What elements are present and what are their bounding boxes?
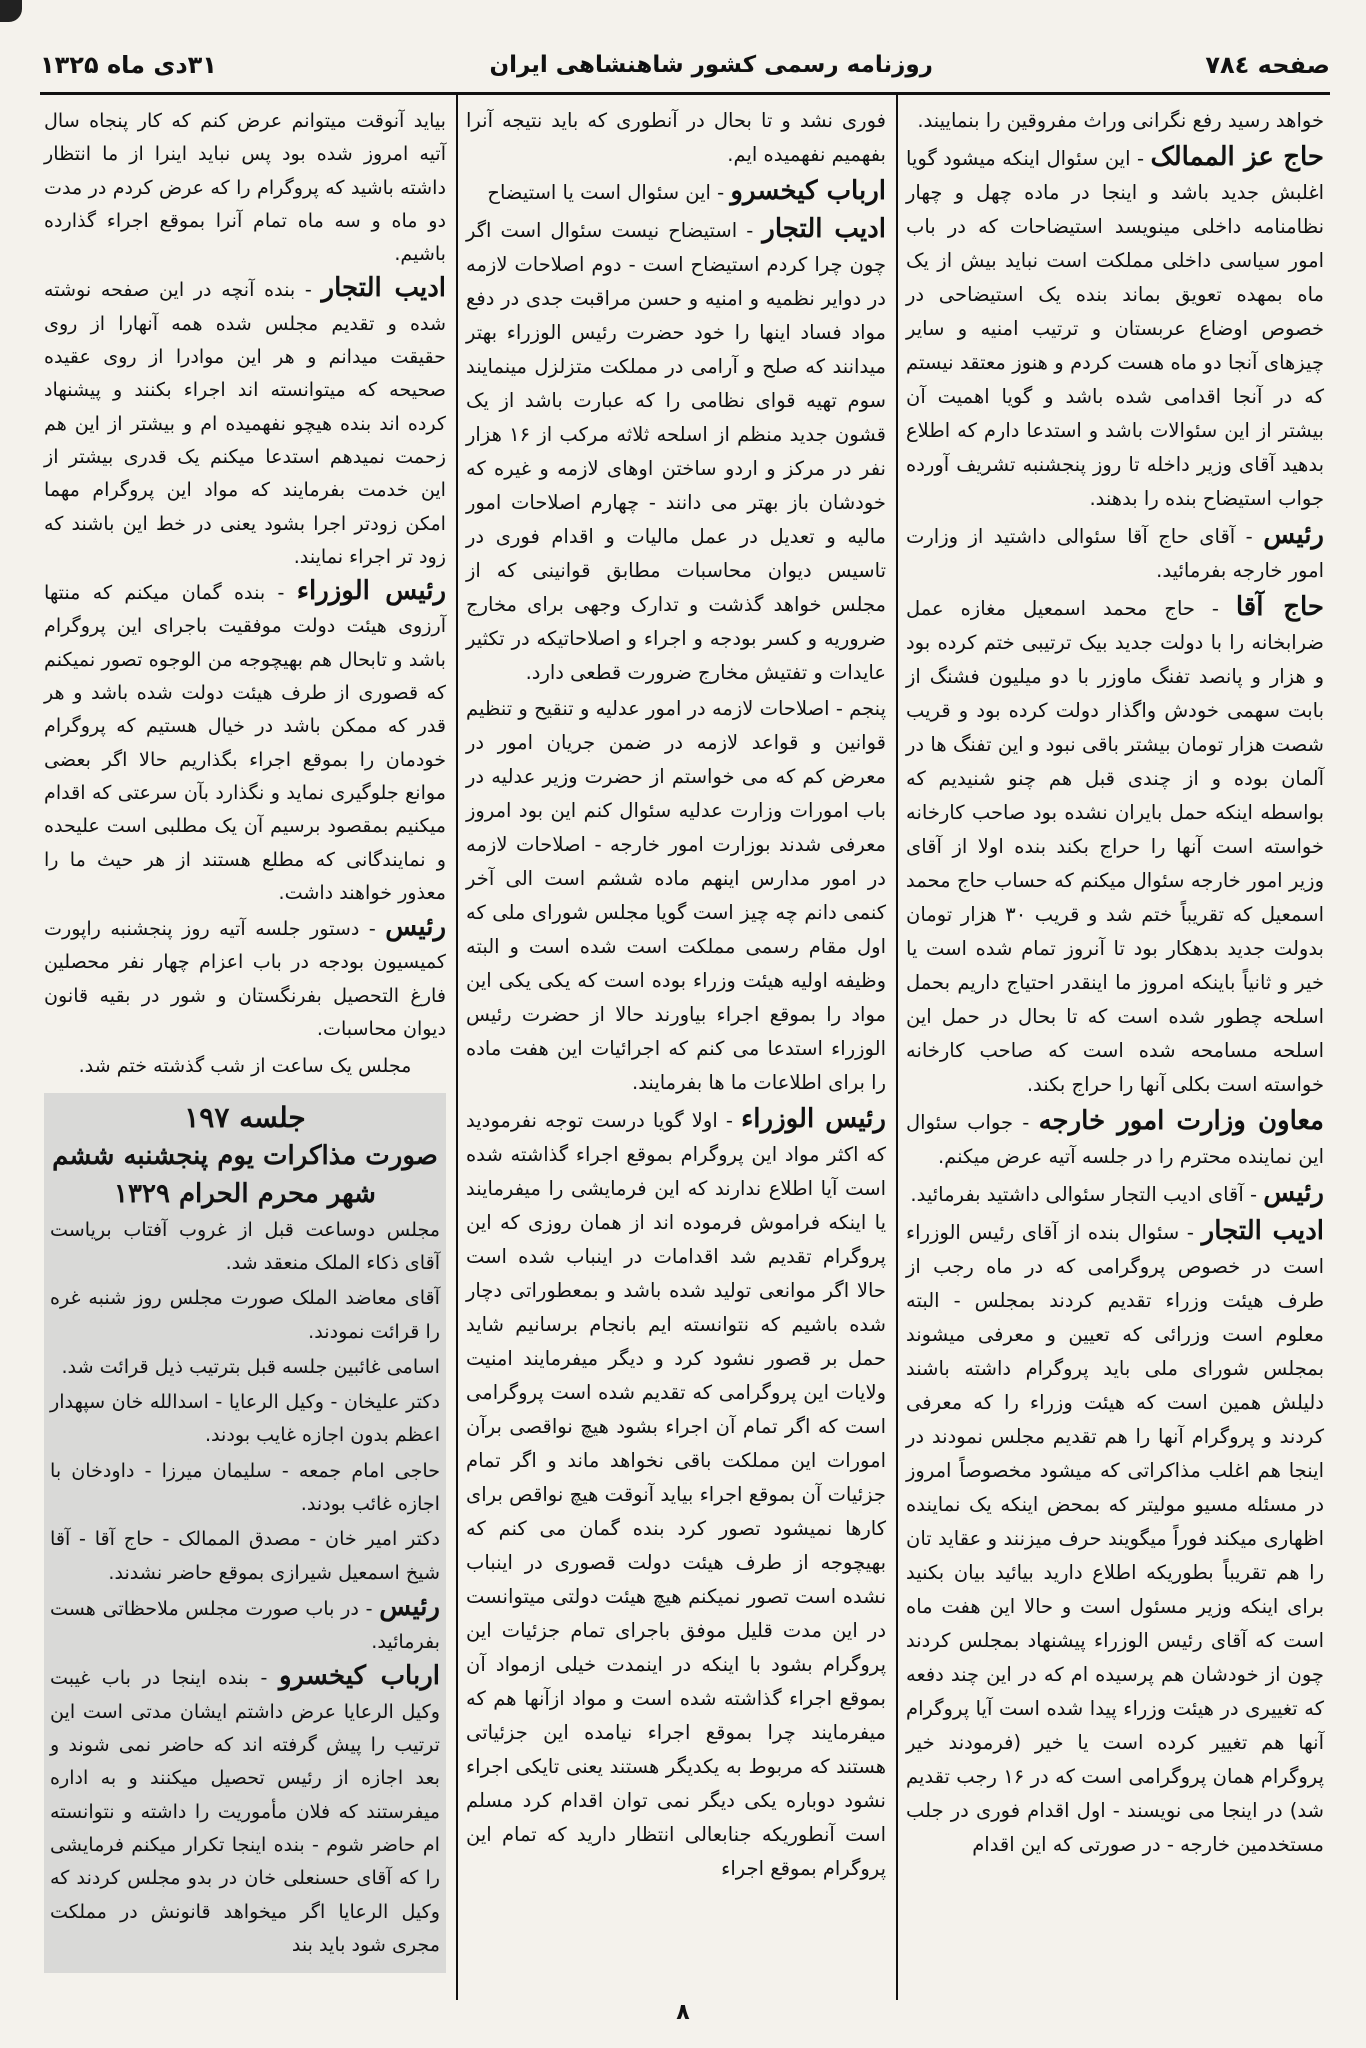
- speaker-name: حاج آقا: [1235, 592, 1324, 622]
- paragraph-text: فوری نشد و تا بحال در آنطوری که باید نتیجه آنرا بفهمیم نفهمیده ایم.: [466, 109, 886, 166]
- paragraph-text: - جواب سئوال این نماینده محترم را در جلسه آتیه عرض میکنم.: [906, 1111, 1324, 1168]
- session-title: جلسه ۱۹۷: [184, 1100, 306, 1134]
- paragraph-text: - بنده گمان میکنم که منتها آرزوی هیئت دولت موفقیت باجرای این پروگرام باشد و تابحال هم بهیچوجه من الوجوه تصور نمیکنم که قصوری از طرف هیئت دولت شده باشد و هر قدر که ممکن باشد در خیال هستیم که پروگرام خودمان را بموقع اجراء بگذاریم حالا اگر بعضی موانع جلوگیری نماید و نگذارد بآن سرعتی که اقدام میکنیم بمقصود برسیم آن یک مطلبی است علیحده و نمایندگانی که مطلع هستند از هر حیث ما را معذور خواهند داشت.: [44, 581, 446, 904]
- column-middle: [466, 104, 886, 1888]
- paragraph: [44, 911, 446, 1045]
- paragraph: [466, 174, 886, 210]
- paragraph-text: آقای معاضد الملک صورت مجلس روز شنبه غره را قرائت نمودند.: [50, 1286, 440, 1343]
- paragraph-text: بیاید آنوقت میتوانم عرض کنم که کار پنجاه سال آتیه امروز شده بود پس نباید اینرا از ما انتظار داشته باشید که پروگرام را که عرض کردم در مدت دو ماه و سه ماه تمام آنرا بموقع اجراء گذارده باشیم.: [44, 109, 446, 266]
- paragraph: [466, 1102, 886, 1886]
- paragraph-text: دکتر علیخان - وکیل الرعایا - اسدالله خان سپهدار اعظم بدون اجازه غایب بودند.: [50, 1390, 440, 1447]
- session-subtitle-date: شهر محرم الحرام ۱۳۲۹: [114, 1178, 376, 1209]
- speaker-name: رئیس الوزراء: [296, 576, 446, 607]
- speaker-name: ادیب التجار: [1201, 1216, 1325, 1246]
- paragraph: [50, 1350, 440, 1383]
- paragraph-text: خواهد رسید رفع نگرانی وراث مفروقین را بنماییند.: [917, 109, 1324, 132]
- header-rule: [40, 92, 1330, 95]
- page-label: صفحه ٧٨٤: [1205, 51, 1330, 79]
- paragraph-text: - بنده اینجا در باب غیبت وکیل الرعایا عرض داشتم ایشان مدتی است این ترتیب را پیش گرفته اند که حاضر نمی شوند و بعد اجازه از رئیس تحصیل میکنند و به اداره میفرستند که فلان مأموریت را داشته و نتوانسته ام حاضر شوم - بنده اینجا تکرار میکنم فرمایشی را که آقای حسنعلی خان در بدو مجلس کردند که وکیل الرعایا اگر میخواهد قانونش در مملکت مجری شود باید بند: [50, 1666, 440, 1956]
- speaker-name: رئیس: [1263, 1178, 1324, 1208]
- paragraph: [906, 518, 1324, 588]
- column-left: [44, 104, 446, 1973]
- paragraph-text: - آقای ادیب التجار سئوالی داشتید بفرمائید.: [910, 1183, 1257, 1206]
- page-header: [40, 42, 1330, 88]
- paragraph-text: - این سئوال اینکه میشود گویا اغلبش جدید باشد و اینجا در ماده چهل و چهار نظامنامه داخلی مینویسد استیضاحات که در باب امور سیاسی داخلی مملکت است نباید بیش از یک ماه بمهده تعویق بماند بنده یک استیضاحی در خصوص اوضاع عربستان و ترتیب امنیه و سایر چیزهای آنجا دو ماه هست کردم و هنوز معتقد نیستم که در آنجا اقدامی شده باشد و گویا اهمیت آن بیشتر از این سئوالات باشد و استدعا دارم که اطلاع بدهید آقای وزیر داخله تا روز پنجشنبه تشریف آورده جواب استیضاح بنده را بدهند.: [906, 147, 1324, 510]
- speaker-name: حاج عز الممالک: [1150, 142, 1325, 172]
- speaker-name: ارباب کیخسرو: [730, 176, 886, 206]
- paragraph: [466, 104, 886, 172]
- paragraph-text: - اولا گویا درست توجه نفرمودید که اکثر مواد این پروگرام بموقع اجراء گذاشته شده است آیا اطلاع ندارند که این فرمایشی را میفرمایند یا اینکه فراموش فرموده اند از همان روزی که این پروگرام تقدیم شد اقدامات در اینباب شده است حالا اگر موانعی تولید شده باشد و بمعطوراتی دچار شده باشیم که نتوانسته ایم بانجام برسانیم شاید حمل بر قصور نشود کرد و دیگر میفرمایند امنیت ولایات این پروگرامی که تقدیم شده است پروگرامی است که اگر تمام آن اجراء بشود هیچ نواقصی برآن امورات این مملکت باقی نخواهد ماند و اگر تمام جزئیات آن بموقع اجراء بیاید آنوقت هیچ نواقص برای کارها نمیشود تصور کرد بنده گمان می کنم که بهیچوجه از طرف هیئت دولت قصوری در اینباب نشده است تصور نمیکنم هیچ هیئت دولتی میتوانست در این مدت قلیل موفق باجرای تمام جزئیات این پروگرام بشود با اینکه در اینمدت خیلی ازمواد آن بموقع اجراء گذاشته شده است و مواد ازآنها هم که میفرمایند چرا بموقع اجراء نیامده این جزئیاتی هستند که مربوط به یکدیگر هستند یعنی تایکی اجراء نشود دوباره یکی دیگر نمی توان اقدام کرد مسلم است آنطوریکه جنابعالی انتظار دارید که تمام این پروگرام بموقع اجراء: [466, 1109, 886, 1880]
- session-subtitle: صورت مذاکرات یوم پنجشنبه ششم: [52, 1140, 438, 1171]
- session-box-body: [50, 1213, 440, 1962]
- session-box: [44, 1093, 446, 1974]
- paragraph-text: حاجی امام جمعه - سلیمان میرزا - داودخان با اجازه غائب بودند.: [50, 1458, 440, 1515]
- column-right: [906, 104, 1324, 1864]
- speaker-name: رئیس: [1263, 520, 1324, 550]
- session-end-note: مجلس یک ساعت از شب گذشته ختم شد.: [78, 1054, 412, 1078]
- speaker-name: ادیب التجار: [321, 273, 447, 304]
- paragraph: [906, 590, 1324, 1102]
- paragraph-text: - سئوال بنده از آقای رئیس الوزراء است در خصوص پروگرامی که در ماه رجب از طرف هیئت وزراء تقدیم کردند بمجلس - البته معلوم است وزرائی که تعیین و معرفی میشوند بمجلس شورای ملی باید پروگرام داشته باشند دلیلش همین است که هیئت وزراء را که معرفی کردند و پروگرام آنها را هم تقدیم مجلس نمودند در اینجا هم اغلب مذاکراتی که میشود مخصوصاً امروز در مسئله مسیو مولیتر که بمحض اینکه یک نماینده اظهاری میکند فوراً میگویند حرف میزنند و عقاید تان را هم تقریباً بطوریکه اطلاع دارید بیائید بیان بکنید برای اینکه وزیر مسئول است و حالا این هفت ماه است که آقای رئیس الوزراء پیشنهاد بمجلس کردند چون از خودشان هم پرسیده ام که در این چند دفعه که تغییری در هیئت وزراء پیدا شده است آیا پروگرام آنها هم تغییر کرده است یا خیر (فرمودند خیر پروگرام همان پروگرامی است که در ۱۶ رجب تقدیم شد) در اینجا می نویسند - اول اقدام فوری در جلب مستخدمین خارجه - در صورتی که این اقدام: [906, 1221, 1324, 1856]
- paragraph: [50, 1385, 440, 1452]
- paragraph-text: مجلس دوساعت قبل از غروب آفتاب بریاست آقای ذکاء الملک منعقد شد.: [50, 1217, 440, 1274]
- column-left-body: [44, 104, 446, 1083]
- paragraph: [50, 1660, 440, 1961]
- paragraph: [906, 1104, 1324, 1174]
- paragraph: [50, 1591, 440, 1659]
- paragraph-text: - بنده آنچه در این صفحه نوشته شده و تقدیم مجلس شده همه آنهارا از روی حقیقت میدانم و هر این موادرا از روی عقیده صحیحه که میتوانسته اند اجراء بکنند و پیشنهاد کرده اند بنده هیچو نفهمیده ام و بیشتر از این هم زحمت نمیدهم استدعا میکنم یک قدری بیشتر از این خدمت بفرمایند که مواد این پروگرام مهما امکن زودتر اجرا بشود یعنی در خط این باشند که زود تر اجراء نمایند.: [44, 278, 446, 568]
- column-divider-left: [456, 95, 458, 2000]
- paragraph: [44, 104, 446, 270]
- paragraph: [50, 1281, 440, 1348]
- paragraph-text: - آقای حاج آقا سئوالی داشتید از وزارت امور خارجه بفرمائید.: [906, 525, 1324, 582]
- paragraph: [466, 212, 886, 690]
- paragraph-text: - در باب صورت مجلس ملاحظاتی هست بفرمائید.: [50, 1596, 440, 1654]
- paragraph-text: - دستور جلسه آتیه روز پنجشنبه راپورت کمیسیون بودجه در باب اعزام چهار نفر محصلین فارغ التحصیل بفرنگستان و شور در بقیه قانون دیوان محاسبات.: [44, 917, 446, 1041]
- speaker-name: ادیب التجار: [762, 214, 886, 244]
- paragraph: [906, 104, 1324, 138]
- page-number: ۸: [676, 2000, 690, 2025]
- paragraph-text: دکتر امیر خان - مصدق الممالک - حاج آقا - آقا شیخ اسمعیل شیرازی بموقع حاضر نشدند.: [50, 1527, 440, 1584]
- paragraph-text: - استیضاح نیست سئوال است اگر چون چرا کردم استیضاح است - دوم اصلاحات لازمه در دوایر نظمیه و امنیه و حسن مراقبت جدی در دفع مواد فساد اینها را خود حضرت رئیس الوزراء بهتر میدانند که صلح و آرامی در مملکت متزلزل مینمایند سوم تهیه قوای نظامی را که عبارت باشد از یک قشون جدید منظم از اسلحه ثلاثه مرکب از ۱۶ هزار نفر در مرکز و اردو ساختن اوهای لازمه و غیره که خودشان باز بهتر می دانند - چهارم اصلاحات امور مالیه و تعدیل در عمل مالیات و اقدام فوری در تاسیس دیوان محاسبات مطابق قوانینی که از مجلس خواهد گذشت و تدارک وجهی برای مخارج ضروریه و کسر بودجه و اجراء و اصلاحاتیکه در تکثیر عایدات و تفتیش مخارج ضرورت قطعی دارد.: [466, 219, 886, 684]
- column-divider-right: [896, 95, 898, 2000]
- paragraph: [50, 1454, 440, 1521]
- speaker-name: رئیس: [385, 912, 447, 943]
- newspaper-title: روزنامه رسمی کشور شاهنشاهی ایران: [489, 52, 933, 78]
- speaker-name: رئیس: [379, 1591, 440, 1622]
- paragraph: [466, 692, 886, 1100]
- issue-date: ۳۱دی ماه ۱۳۲۵: [40, 51, 217, 79]
- paragraph: [50, 1213, 440, 1280]
- speaker-name: رئیس الوزراء: [741, 1104, 886, 1134]
- paragraph-text: - حاج محمد اسمعیل مغازه عمل ضرابخانه را با دولت جدید بیک ترتیبی ختم کرده بود و هزار و پانصد تفنگ ماوزر با دو میلیون فشنگ از بابت سهمی خودش واگذار دولت کرده بود و قریب شصت هزار تومان بیشتر باقی نبود و این تفنگ ها در آلمان بوده و از چندی قبل هم چنو شنیدیم که بواسطه اینکه حمل بایران نشده بود صاحب کارخانه خواسته است آنها را حراج بکند بنده اولا از آقای وزیر امور خارجه سئوال میکنم که حساب حاج محمد اسمعیل که تقریباً ختم شد و قریب ۳۰ هزار تومان بدولت جدید بدهکار بود تا آنروز تمام شده است یا خیر و ثانیاً باینکه امروز ما اینقدر احتیاج داریم بحمل اسلحه چطور شده است که تا بحال در حمل این اسلحه مسامحه شده است که صاحب کارخانه خواسته است بکلی آنها را حراج بکند.: [906, 597, 1325, 1096]
- paragraph-text: اسامی غائبین جلسه قبل بترتیب ذیل قرائت شد.: [61, 1354, 440, 1378]
- paragraph: [906, 140, 1324, 516]
- paragraph-text: - این سئوال است یا استیضاح: [487, 181, 725, 204]
- scan-corner-mark: [0, 0, 22, 22]
- paragraph: [906, 1176, 1324, 1212]
- paragraph: [44, 575, 446, 909]
- speaker-name: ارباب کیخسرو: [278, 1661, 440, 1692]
- speaker-name: معاون وزارت امور خارجه: [1038, 1106, 1324, 1136]
- paragraph-text: پنجم - اصلاحات لازمه در امور عدلیه و تنقیح و تنظیم قوانین و قواعد لازمه در ضمن جریان امور در معرض کم که می خواستم از حضرت وزیر عدلیه در باب امورات وزارت عدلیه سئوال کنم این بود امروز معرفی شدند بوزارت امور خارجه - اصلاحات لازمه در امور مدارس اینهم ماده ششم است الی آخر کنمی دانم چه چیز است گویا مجلس شورای ملی که اول مقام رسمی مملکت است شده است و البته وظیفه اولیه هیئت وزراء بوده است که یکی یکی این مواد را بموقع اجراء بیاورند حالا از حضرت رئیس الوزراء استدعا می کنم که اجرائیات این هفت ماده را برای اطلاعات ما ها بفرمایند.: [466, 697, 886, 1094]
- paragraph: [906, 1214, 1324, 1862]
- paragraph: [44, 272, 446, 573]
- paragraph: [50, 1522, 440, 1589]
